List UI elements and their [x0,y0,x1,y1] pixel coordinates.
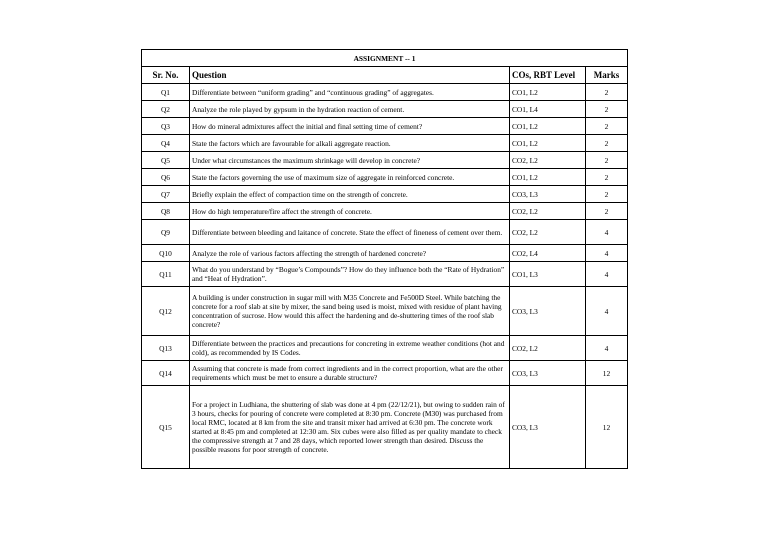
question-cell: A building is under construction in sugar mill with M35 Concrete and Fe500D Steel. While batching the concrete for a roof slab at site by mixer, the sand being used is moist, mixed with residue of plant having concentration of sucrose. How would this affect the hardening and de-shuttering times of the roof slab concrete? [190,287,510,336]
table-row [142,118,628,135]
marks-cell: 4 [586,262,628,287]
table-row [142,169,628,186]
marks-cell: 2 [586,84,628,101]
question-cell: What do you understand by “Bogue’s Compounds”? How do they influence both the “Rate of Hydration” and “Heat of Hydration”. [190,262,510,287]
question-cell: Under what circumstances the maximum shrinkage will develop in concrete? [190,152,510,169]
table-row [142,336,628,361]
sr-no-cell: Q8 [142,203,190,220]
question-cell: Differentiate between “uniform grading” and “continuous grading” of aggregates. [190,84,510,101]
assignment-title: ASSIGNMENT -- 1 [142,50,628,67]
marks-cell: 2 [586,152,628,169]
table-row [142,101,628,118]
marks-cell: 2 [586,118,628,135]
question-cell: For a project in Ludhiana, the shuttering of slab was done at 4 pm (22/12/21), but owing to sudden rain of 3 hours, checks for pouring of concrete were completed at 8:30 pm. Concrete (M30) was purchased from local RMC, located at 8 km from the site and transit mixer had arrived at 6:30 pm. The concrete work started at 8:45 pm and completed at 12:30 am. Six cubes were also filled as per quality mandate to check the compressive strength at 7 and 28 days, which reported lower strength than desired. Discuss the possible reasons for poor strength of concrete. [190,386,510,469]
marks-cell: 2 [586,203,628,220]
co-level-cell: CO3, L3 [510,361,586,386]
sr-no-cell: Q14 [142,361,190,386]
table-row [142,203,628,220]
marks-cell: 4 [586,287,628,336]
header-marks: Marks [586,67,628,84]
marks-cell: 2 [586,169,628,186]
table-row [142,386,628,469]
co-level-cell: CO2, L2 [510,336,586,361]
marks-cell: 4 [586,336,628,361]
question-cell: Differentiate between bleeding and laitance of concrete. State the effect of fineness of cement over them. [190,220,510,245]
question-cell: How do mineral admixtures affect the initial and final setting time of cement? [190,118,510,135]
question-cell: Assuming that concrete is made from correct ingredients and in the correct proportion, what are the other requirements which must be met to ensure a durable structure? [190,361,510,386]
marks-cell: 12 [586,361,628,386]
table-row [142,152,628,169]
assignment-table [141,49,628,469]
header-cos-rbt-level: COs, RBT Level [510,67,586,84]
co-level-cell: CO1, L2 [510,135,586,152]
sr-no-cell: Q7 [142,186,190,203]
co-level-cell: CO1, L3 [510,262,586,287]
marks-cell: 2 [586,101,628,118]
header-question: Question [190,67,510,84]
sr-no-cell: Q6 [142,169,190,186]
table-row [142,245,628,262]
co-level-cell: CO3, L3 [510,287,586,336]
header-row [142,67,628,84]
marks-cell: 12 [586,386,628,469]
question-cell: State the factors governing the use of maximum size of aggregate in reinforced concrete. [190,169,510,186]
table-row [142,262,628,287]
sr-no-cell: Q12 [142,287,190,336]
sr-no-cell: Q15 [142,386,190,469]
co-level-cell: CO2, L2 [510,203,586,220]
marks-cell: 4 [586,245,628,262]
marks-cell: 4 [586,220,628,245]
question-cell: State the factors which are favourable for alkali aggregate reaction. [190,135,510,152]
co-level-cell: CO3, L3 [510,386,586,469]
sr-no-cell: Q5 [142,152,190,169]
header-sr-no: Sr. No. [142,67,190,84]
question-cell: Analyze the role of various factors affecting the strength of hardened concrete? [190,245,510,262]
sr-no-cell: Q9 [142,220,190,245]
sr-no-cell: Q3 [142,118,190,135]
table-row [142,135,628,152]
sr-no-cell: Q1 [142,84,190,101]
sr-no-cell: Q10 [142,245,190,262]
co-level-cell: CO1, L2 [510,118,586,135]
co-level-cell: CO2, L2 [510,220,586,245]
table-row [142,84,628,101]
question-cell: Differentiate between the practices and precautions for concreting in extreme weather conditions (hot and cold), as recommended by IS Codes. [190,336,510,361]
question-cell: How do high temperature/fire affect the strength of concrete. [190,203,510,220]
marks-cell: 2 [586,135,628,152]
marks-cell: 2 [586,186,628,203]
co-level-cell: CO2, L2 [510,152,586,169]
co-level-cell: CO1, L4 [510,101,586,118]
table-row [142,186,628,203]
question-cell: Analyze the role played by gypsum in the hydration reaction of cement. [190,101,510,118]
sr-no-cell: Q2 [142,101,190,118]
table-row [142,220,628,245]
sr-no-cell: Q11 [142,262,190,287]
co-level-cell: CO1, L2 [510,169,586,186]
table-row [142,361,628,386]
co-level-cell: CO1, L2 [510,84,586,101]
co-level-cell: CO2, L4 [510,245,586,262]
sr-no-cell: Q4 [142,135,190,152]
question-cell: Briefly explain the effect of compaction time on the strength of concrete. [190,186,510,203]
sr-no-cell: Q13 [142,336,190,361]
co-level-cell: CO3, L3 [510,186,586,203]
table-row [142,287,628,336]
